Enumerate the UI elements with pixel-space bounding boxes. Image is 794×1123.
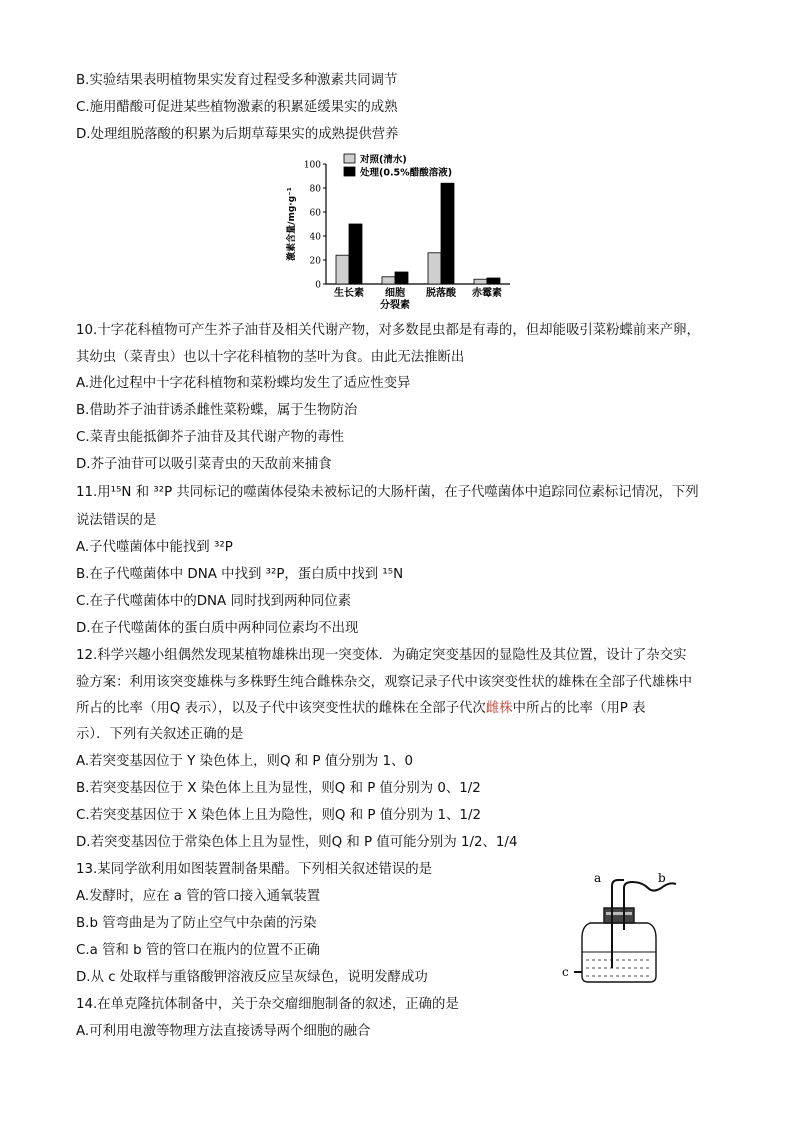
bar-control: [428, 253, 441, 284]
stopper-band: [606, 912, 632, 915]
x-category-label: 分裂素: [380, 300, 410, 310]
bottle-stopper: [604, 908, 634, 923]
q12-stem-line4: 示）．下列有关叙述正确的是: [76, 727, 244, 742]
q11-option-b: B.在子代噬菌体中 DNA 中找到 ³²P，蛋白质中找到 ¹⁵N: [76, 567, 404, 582]
q9-option-c: C.施用醋酸可促进某些植物激素的积累延缓果实的成熟: [76, 100, 398, 115]
q12-stem-line3-part3: 中所占的比率（用P 表: [512, 701, 646, 716]
liquid-texture: [586, 960, 652, 976]
y-tick-label: 0: [315, 280, 321, 291]
q10-option-b: B.借助芥子油苷诱杀雌性菜粉蝶，属于生物防治: [76, 403, 358, 418]
y-tick-label: 80: [309, 184, 321, 195]
tube-a: [612, 880, 624, 968]
y-tick-label: 100: [303, 160, 321, 171]
bar-control: [474, 279, 487, 284]
q11-stem-line1: 11.用¹⁵N 和 ³²P 共同标记的噬菌体侵染未被标记的大肠杆菌，在子代噬菌体中追踪同位素标记情况，下列: [76, 485, 699, 500]
q9-option-d: D.处理组脱落酸的积累为后期草莓果实的成熟提供营养: [76, 127, 399, 142]
bar-treatment: [395, 272, 408, 284]
x-category-label: 生长素: [334, 288, 364, 299]
label-c: c: [562, 965, 569, 979]
legend-label: 处理(0.5%醋酸溶液): [360, 167, 453, 179]
legend-swatch: [344, 167, 355, 176]
x-category-label: 脱落酸: [426, 288, 456, 299]
label-a: a: [594, 871, 602, 885]
q12-stem-line3-part1: 所占的比率（用Q 表示），以及子代中该突变性状的雌株在全部子代次: [76, 701, 486, 716]
q11-option-c: C.在子代噬菌体中的DNA 同时找到两种同位素: [76, 594, 351, 609]
legend-swatch: [344, 154, 355, 163]
y-tick-label: 40: [309, 232, 321, 243]
q10-stem-line1: 10.十字花科植物可产生芥子油苷及相关代谢产物，对多数昆虫都是有毒的，但却能吸引菜粉蝶前来产卵，: [76, 323, 700, 338]
q13-option-d: D.从 c 处取样与重铬酸钾溶液反应呈灰绿色，说明发酵成功: [76, 970, 428, 985]
q12-option-a: A.若突变基因位于 Y 染色体上，则Q 和 P 值分别为 1、0: [76, 754, 413, 769]
fermentation-apparatus-figure: [560, 868, 680, 988]
bar-control: [382, 277, 395, 284]
x-category-label: 赤霉素: [472, 288, 502, 299]
y-axis-label: 激素含量/mg·g⁻¹: [287, 187, 297, 261]
bar-control: [336, 255, 349, 284]
q13-stem: 13.某同学欲利用如图装置制备果醋。下列相关叙述错误的是: [76, 862, 433, 877]
bar-treatment: [487, 278, 500, 284]
q10-option-d: D.芥子油苷可以吸引菜青虫的天敌前来捕食: [76, 457, 332, 472]
bar-treatment: [349, 224, 362, 284]
q13-option-a: A.发酵时，应在 a 管的管口接入通氧装置: [76, 889, 321, 904]
q14-option-a: A.可利用电激等物理方法直接诱导两个细胞的融合: [76, 1024, 371, 1039]
q13-option-b: B.b 管弯曲是为了防止空气中杂菌的污染: [76, 916, 317, 931]
q12-option-d: D.若突变基因位于常染色体上且为显性，则Q 和 P 值可能分别为 1/2、1/4: [76, 835, 518, 850]
q10-option-c: C.菜青虫能抵御芥子油苷及其代谢产物的毒性: [76, 430, 345, 445]
y-tick-label: 60: [309, 208, 321, 219]
q10-stem-line2: 其幼虫（菜青虫）也以十字花科植物的茎叶为食。由此无法推断出: [76, 350, 465, 365]
label-b: b: [658, 871, 666, 885]
q12-stem-line3: [76, 700, 645, 718]
q12-stem-line1: 12.科学兴趣小组偶然发现某植物雄株出现一突变体．为确定突变基因的显隐性及其位置，设计了杂交实: [76, 648, 687, 663]
q12-stem-line2: 验方案：利用该突变雄株与多株野生纯合雌株杂交，观察记录子代中该突变性状的雄株在全部子代雄株中: [76, 675, 692, 690]
q13-option-c: C.a 管和 b 管的管口在瓶内的位置不正确: [76, 943, 320, 958]
q12-option-b: B.若突变基因位于 X 染色体上且为显性，则Q 和 P 值分别为 0、1/2: [76, 781, 481, 796]
q12-highlighted-word: 雌株: [485, 701, 513, 716]
legend-label: 对照(清水): [360, 154, 407, 166]
bar-treatment: [441, 183, 454, 284]
y-tick-label: 20: [309, 256, 321, 267]
hormone-bar-chart: [282, 150, 512, 310]
q11-option-d: D.在子代噬菌体的蛋白质中两种同位素均不出现: [76, 621, 359, 636]
q9-option-b: B.实验结果表明植物果实发育过程受多种激素共同调节: [76, 73, 398, 88]
q10-option-a: A.进化过程中十字花科植物和菜粉蝶均发生了适应性变异: [76, 376, 411, 391]
q11-option-a: A.子代噬菌体中能找到 ³²P: [76, 540, 233, 555]
x-category-label: 细胞: [385, 288, 405, 299]
q11-stem-line2: 说法错误的是: [76, 513, 157, 528]
q14-stem: 14.在单克隆抗体制备中，关于杂交瘤细胞制备的叙述，正确的是: [76, 997, 459, 1012]
q12-option-c: C.若突变基因位于 X 染色体上且为隐性，则Q 和 P 值分别为 1、1/2: [76, 808, 481, 823]
